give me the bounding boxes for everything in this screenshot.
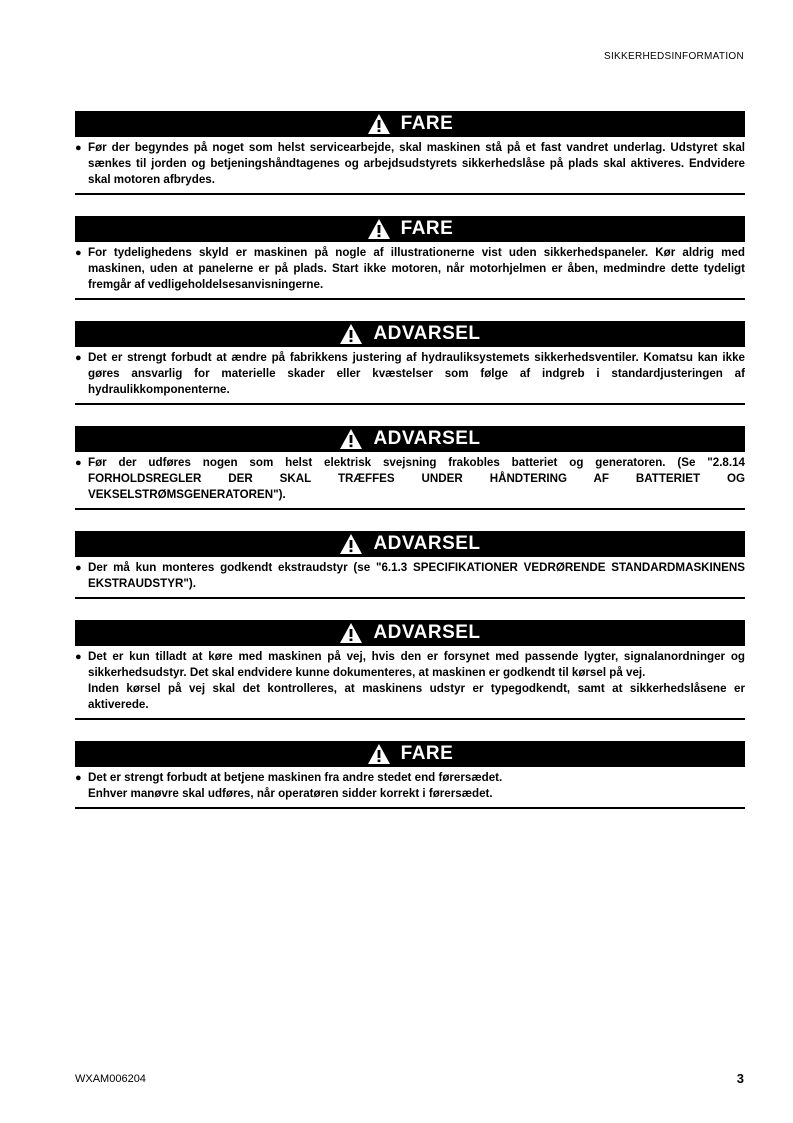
bullet-item	[75, 455, 745, 503]
notice-banner	[75, 620, 745, 646]
safety-notice-fare	[75, 216, 745, 300]
bullet-item	[75, 649, 745, 713]
safety-notice-advarsel	[75, 426, 745, 510]
bullet-item	[75, 140, 745, 188]
notice-level: FARE	[400, 218, 454, 239]
page-number: 3	[736, 1071, 744, 1086]
safety-notice-fare	[75, 111, 745, 195]
notice-body	[75, 137, 745, 195]
notice-banner	[75, 426, 745, 452]
notice-level: ADVARSEL	[373, 622, 481, 643]
notice-level: ADVARSEL	[373, 533, 481, 554]
safety-notice-fare	[75, 741, 745, 809]
safety-notice-advarsel	[75, 321, 745, 405]
notice-banner	[75, 111, 745, 137]
warning-triangle-icon	[367, 743, 391, 765]
notice-paragraph: Inden kørsel på vej skal det kontrolleres, at maskinens udstyr er typegodkendt, samt at sikkerhedslåsene er aktiverede.	[88, 682, 745, 711]
notice-body	[75, 452, 745, 510]
bullet-item	[75, 770, 745, 802]
warning-triangle-icon	[367, 113, 391, 135]
notice-paragraph: Det er strengt forbudt at ændre på fabrikkens justering af hydrauliksystemets sikkerhedsventiler. Komatsu kan ikke gøres ansvarlig for materielle skader eller kvæstelser som følge af indgreb i standardjusteringen af hydraulikkomponenterne.	[88, 351, 745, 396]
bullet-icon: ●	[75, 457, 82, 469]
notice-level: FARE	[400, 743, 454, 764]
notice-body	[75, 767, 745, 809]
bullet-icon: ●	[75, 142, 82, 154]
bullet-icon: ●	[75, 562, 82, 574]
notice-paragraph: Enhver manøvre skal udføres, når operatøren sidder korrekt i førersædet.	[88, 787, 493, 800]
notice-paragraph: Der må kun monteres godkendt ekstraudstyr (se "6.1.3 SPECIFIKATIONER VEDRØRENDE STANDARDMASKINENS EKSTRAUDSTYR").	[88, 561, 745, 590]
warning-triangle-icon	[339, 323, 363, 345]
document-code: WXAM006204	[75, 1073, 146, 1085]
running-header: SIKKERHEDSINFORMATION	[603, 51, 744, 62]
notice-body	[75, 242, 745, 300]
safety-notice-advarsel	[75, 620, 745, 720]
notice-paragraph: Det er kun tilladt at køre med maskinen på vej, hvis den er forsynet med passende lygter, signalanordninger og sikkerhedsudstyr. Det skal endvidere kunne dokumenteres, at maskinen er godkendt til kørsel på vej.	[88, 650, 745, 679]
notice-banner	[75, 321, 745, 347]
notice-banner	[75, 741, 745, 767]
notice-level: FARE	[400, 113, 454, 134]
notice-level: ADVARSEL	[373, 323, 481, 344]
bullet-icon: ●	[75, 247, 82, 259]
warning-triangle-icon	[339, 428, 363, 450]
notice-paragraph: Før der begyndes på noget som helst servicearbejde, skal maskinen stå på et fast vandret underlag. Udstyret skal sænkes til jorden og betjeningshåndtagenes og arbejdsudstyrets sikkerhedslåse på plads skal aktiveres. Endvidere skal motoren afbrydes.	[88, 141, 745, 186]
warning-triangle-icon	[339, 622, 363, 644]
bullet-icon: ●	[75, 651, 82, 663]
notice-banner	[75, 216, 745, 242]
notice-body	[75, 557, 745, 599]
warning-triangle-icon	[339, 533, 363, 555]
safety-notice-advarsel	[75, 531, 745, 599]
notice-level: ADVARSEL	[373, 428, 481, 449]
bullet-item	[75, 350, 745, 398]
safety-notice-list	[75, 111, 745, 830]
warning-triangle-icon	[367, 218, 391, 240]
bullet-icon: ●	[75, 352, 82, 364]
notice-body	[75, 646, 745, 720]
notice-paragraph: Det er strengt forbudt at betjene maskinen fra andre stedet end førersædet.	[88, 771, 503, 784]
notice-body	[75, 347, 745, 405]
notice-paragraph: Før der udføres nogen som helst elektrisk svejsning frakobles batteriet og generatoren. (Se "2.8.14 FORHOLDSREGLER DER SKAL TRÆFFES UNDER HÅNDTERING AF BATTERIET OG VEKSELSTRØMSGENERATOREN").	[88, 456, 745, 501]
notice-banner	[75, 531, 745, 557]
notice-paragraph: For tydelighedens skyld er maskinen på nogle af illustrationerne vist uden sikkerhedspaneler. Kør aldrig med maskinen, uden at panelerne er på plads. Start ikke motoren, når motorhjelmen er åben, medmindre dette tydeligt fremgår af vedligeholdelsesanvisningerne.	[88, 246, 745, 291]
bullet-icon: ●	[75, 772, 82, 784]
bullet-item	[75, 245, 745, 293]
bullet-item	[75, 560, 745, 592]
